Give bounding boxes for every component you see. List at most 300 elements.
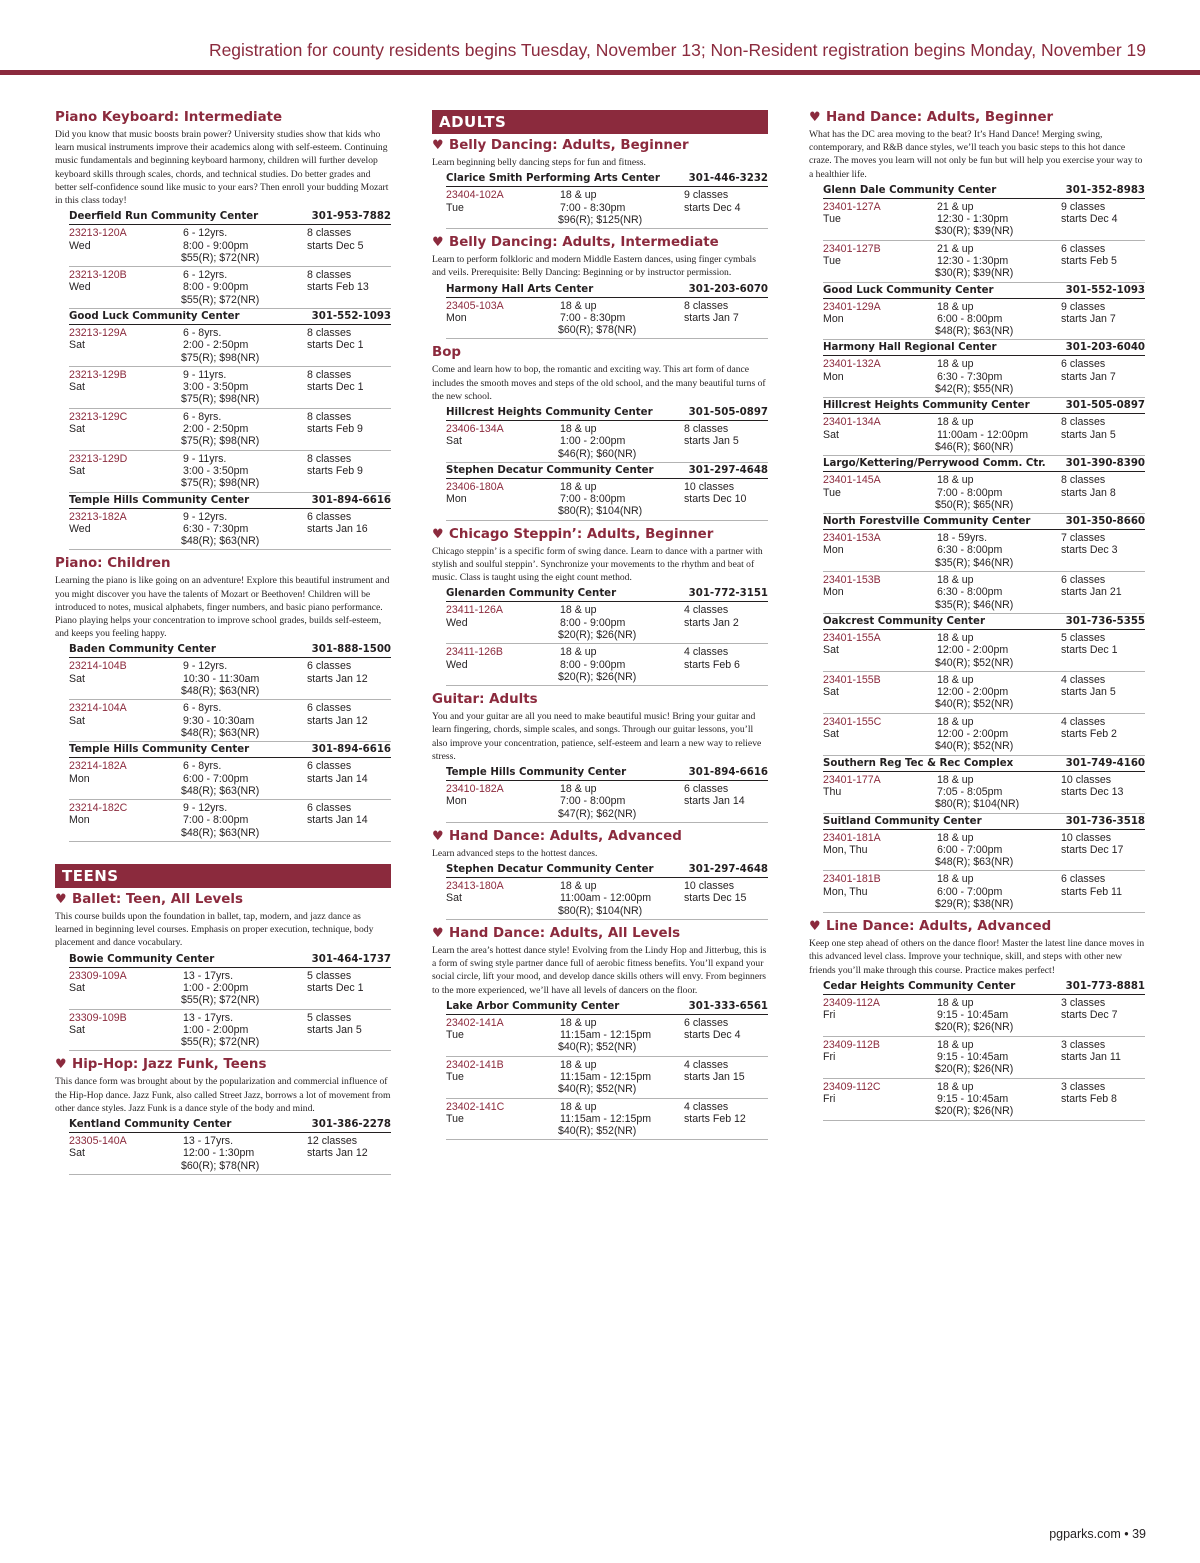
course-code: 23213-129D: [69, 452, 128, 465]
spacer-cell: [446, 808, 560, 820]
spacer-cell: [446, 671, 560, 683]
location-block: [69, 493, 391, 551]
heart-icon: ♥: [55, 892, 67, 908]
meeting-day: Mon: [823, 370, 844, 383]
meeting-time: 10:30 - 11:30am: [183, 672, 260, 685]
location-name: Good Luck Community Center: [69, 311, 240, 322]
spacer-cell: [823, 740, 937, 752]
meeting-day: Fri: [823, 1092, 836, 1105]
age-range: 18 & up: [937, 873, 974, 886]
offering-row: [823, 530, 1145, 572]
fee: $55(R); $72(NR): [181, 251, 260, 264]
age-range: 18 & up: [560, 1058, 597, 1071]
course-title-text: Hip-Hop: Jazz Funk, Teens: [72, 1057, 267, 1073]
meeting-time: 3:00 - 3:50pm: [183, 464, 249, 477]
class-count: 10 classes: [1061, 831, 1112, 844]
class-count: 6 classes: [307, 660, 352, 673]
start-date: starts Jan 5: [1061, 428, 1116, 441]
age-range: 18 & up: [560, 880, 597, 893]
location-phone: 301-386-2278: [311, 1119, 391, 1131]
offering-row: [446, 1057, 768, 1099]
spacer-cell: [823, 1105, 937, 1117]
start-date: starts Jan 14: [307, 814, 368, 827]
location-block: [446, 463, 768, 521]
start-date: starts Feb 12: [684, 1112, 746, 1125]
meeting-time: 11:15am - 12:15pm: [560, 1070, 652, 1083]
location-block: [823, 183, 1145, 283]
meeting-time: 2:00 - 2:50pm: [183, 423, 249, 436]
fee: $46(R); $60(NR): [558, 447, 637, 460]
class-count: 6 classes: [307, 760, 352, 773]
course-title: [55, 1057, 391, 1073]
spacer-cell: [446, 214, 560, 226]
meeting-day: Wed: [69, 281, 91, 294]
course-description: What has the DC area moving to the beat? It’s Hand Dance! Merging swing, contemporary, and R&B dance styles, we’ll teach you basic steps to this hot dance craze. The moves you learn will not only be fun but will help you exercise your way to a healthier life.: [809, 129, 1143, 180]
course-code: 23213-129A: [69, 327, 127, 339]
spacer-cell: [823, 557, 937, 569]
fee: $40(R); $52(NR): [558, 1041, 637, 1054]
spacer-cell: [823, 856, 937, 868]
offering-row: [446, 479, 768, 521]
course-code: 23305-140A: [69, 1135, 127, 1148]
location-phone: 301-203-6040: [1065, 342, 1145, 354]
start-date: starts Jan 21: [1061, 586, 1122, 599]
meeting-time: 1:00 - 2:00pm: [183, 981, 249, 994]
course-title-text: Belly Dancing: Adults, Intermediate: [449, 235, 719, 251]
spacer-cell: [69, 1160, 183, 1172]
offering-row: [69, 658, 391, 700]
location-block: [446, 282, 768, 340]
course-code: 23401-145A: [823, 474, 881, 487]
course-code: 23214-182C: [69, 802, 128, 815]
location-phone: 301-203-6070: [688, 283, 768, 295]
location-phone: 301-894-6616: [688, 766, 768, 778]
page-footer: pgparks.com • 39: [1049, 1527, 1146, 1541]
age-range: 18 & up: [937, 996, 974, 1009]
class-count: 6 classes: [307, 702, 352, 715]
meeting-time: 6:30 - 8:00pm: [937, 544, 1003, 557]
meeting-time: 6:00 - 8:00pm: [937, 312, 1003, 325]
location-header: [69, 952, 391, 968]
location-phone: 301-953-7882: [311, 211, 391, 223]
age-range: 9 - 11yrs.: [183, 368, 227, 381]
course-code: 23401-155B: [823, 673, 881, 686]
course-title-text: Bop: [432, 345, 461, 361]
course-title-text: Hand Dance: Adults, Beginner: [826, 110, 1054, 125]
meeting-day: Sat: [446, 435, 462, 448]
course-title-text: Hand Dance: Adults, Advanced: [449, 828, 682, 844]
fee: $96(R); $125(NR): [558, 213, 643, 226]
age-range: 6 - 8yrs.: [183, 702, 222, 715]
course-title: [809, 110, 1145, 126]
start-date: starts Feb 9: [307, 423, 363, 436]
age-range: 13 - 17yrs.: [183, 1011, 234, 1024]
course-code: 23214-104A: [69, 702, 127, 715]
course-block: [55, 892, 391, 1051]
offering-row: [823, 1079, 1145, 1121]
location-block: [69, 309, 391, 493]
fee: $40(R); $52(NR): [935, 656, 1014, 669]
class-count: 8 classes: [307, 452, 352, 465]
location-header: [823, 183, 1145, 199]
fee: $48(R); $63(NR): [181, 685, 260, 698]
section-header: TEENS: [55, 864, 391, 888]
heart-icon: ♥: [432, 925, 444, 941]
meeting-day: Wed: [446, 658, 468, 671]
course-description: This dance form was brought about by the popularization and commercial influence of the Hip-Hop dance. Jazz Funk, also called Street Jazz, borrows a lot of movement from other dance styles. Jazz Funk is a dance style of the body and mind.: [55, 1076, 391, 1114]
offering-row: [823, 241, 1145, 283]
meeting-time: 6:00 - 7:00pm: [937, 885, 1003, 898]
start-date: starts Dec 4: [684, 1029, 741, 1042]
meeting-time: 7:00 - 8:30pm: [560, 201, 626, 214]
course-code: 23213-120A: [69, 227, 127, 240]
location-phone: 301-552-1093: [311, 311, 391, 322]
course-title-text: Piano: Children: [55, 556, 171, 572]
fee: $20(R); $26(NR): [935, 1021, 1014, 1034]
section-header: ADULTS: [432, 110, 768, 134]
offering-row: [823, 356, 1145, 398]
course-code: 23402-141C: [446, 1100, 505, 1113]
fee: $60(R); $78(NR): [181, 1159, 260, 1172]
age-range: 18 & up: [937, 1038, 974, 1051]
location-phone: 301-505-0897: [688, 407, 768, 418]
offering-row: [823, 572, 1145, 614]
page-banner: [0, 0, 1200, 76]
meeting-time: 9:15 - 10:45am: [937, 1009, 1009, 1022]
meeting-time: 11:15am - 12:15pm: [560, 1029, 652, 1042]
spacer-cell: [823, 698, 937, 710]
fee: $46(R); $60(NR): [935, 440, 1014, 453]
course-code: 23402-141B: [446, 1058, 504, 1071]
fee: $40(R); $52(NR): [935, 698, 1014, 711]
meeting-time: 7:00 - 8:00pm: [183, 814, 249, 827]
age-range: 18 & up: [560, 1016, 597, 1029]
meeting-day: Mon, Thu: [823, 885, 868, 898]
meeting-time: 7:00 - 8:00pm: [560, 795, 626, 808]
age-range: 18 & up: [560, 1100, 597, 1113]
class-count: 5 classes: [307, 1011, 352, 1024]
start-date: starts Dec 1: [307, 339, 364, 352]
location-header: [446, 586, 768, 602]
class-count: 3 classes: [1061, 996, 1106, 1009]
offering-row: [823, 672, 1145, 714]
location-header: [823, 614, 1145, 630]
start-date: starts Jan 14: [307, 772, 368, 785]
course-code: 23309-109A: [69, 969, 127, 982]
location-name: Stephen Decatur Community Center: [446, 864, 654, 876]
course-code: 23410-182A: [446, 782, 504, 795]
course-description: Keep one step ahead of others on the dance floor! Master the latest line dance moves in this advanced level class. Improve your technique, skill, and steps with other new friends you’ll make through this course. Practice makes perfect!: [809, 938, 1145, 976]
section-spacer: [55, 848, 391, 864]
location-header: [69, 209, 391, 225]
location-phone: 301-464-1737: [311, 953, 391, 965]
course-title: [432, 926, 768, 942]
course-code: 23214-104B: [69, 660, 127, 673]
class-count: 6 classes: [684, 1016, 729, 1029]
fee: $80(R); $104(NR): [935, 798, 1020, 811]
course-title-text: Ballet: Teen, All Levels: [72, 892, 243, 908]
class-count: 4 classes: [1061, 673, 1106, 686]
meeting-day: Tue: [446, 1112, 464, 1125]
course-code: 23401-155C: [823, 715, 882, 728]
age-range: 18 & up: [937, 773, 974, 786]
start-date: starts Dec 15: [684, 892, 747, 905]
course-code: 23401-155A: [823, 631, 881, 644]
age-range: 6 - 12yrs.: [183, 227, 228, 240]
course-block: [432, 138, 768, 229]
class-count: 7 classes: [1061, 532, 1106, 545]
class-count: 4 classes: [1061, 715, 1106, 728]
offering-row: [823, 995, 1145, 1037]
start-date: starts Jan 12: [307, 714, 368, 727]
age-range: 18 & up: [560, 299, 597, 312]
spacer-cell: [69, 393, 183, 405]
location-phone: 301-390-8390: [1065, 458, 1145, 470]
meeting-time: 12:30 - 1:30pm: [937, 213, 1009, 226]
banner-rule: [0, 70, 1200, 75]
spacer-cell: [446, 905, 560, 917]
spacer-cell: [69, 685, 183, 697]
meeting-day: Sat: [69, 1023, 85, 1036]
fee: $29(R); $38(NR): [935, 897, 1014, 910]
age-range: 18 & up: [937, 631, 974, 644]
location-header: [823, 340, 1145, 356]
course-title: [55, 556, 391, 572]
start-date: starts Jan 7: [1061, 370, 1116, 383]
location-block: [446, 171, 768, 229]
course-title-text: Chicago Steppin’: Adults, Beginner: [449, 526, 714, 542]
fee: $60(R); $78(NR): [558, 324, 637, 337]
fee: $48(R); $63(NR): [181, 784, 260, 797]
start-date: starts Feb 2: [1061, 728, 1117, 741]
fee: $47(R); $62(NR): [558, 807, 637, 820]
start-date: starts Jan 2: [684, 616, 739, 629]
course-title: [432, 235, 768, 251]
class-count: 8 classes: [684, 423, 729, 435]
class-count: 9 classes: [1061, 300, 1106, 313]
location-block: [823, 398, 1145, 456]
fee: $55(R); $72(NR): [181, 1036, 260, 1049]
course-code: 23401-134A: [823, 416, 881, 429]
location-header: [446, 862, 768, 878]
location-name: Lake Arbor Community Center: [446, 1000, 620, 1012]
location-phone: 301-297-4648: [688, 864, 768, 876]
fee: $20(R); $26(NR): [935, 1105, 1014, 1118]
location-phone: 301-297-4648: [688, 464, 768, 476]
start-date: starts Feb 5: [1061, 255, 1117, 267]
location-block: [69, 1117, 391, 1175]
class-count: 8 classes: [307, 269, 352, 282]
age-range: 18 & up: [937, 673, 974, 686]
location-header: [69, 742, 391, 758]
location-block: [823, 614, 1145, 756]
spacer-cell: [69, 727, 183, 739]
fee: $35(R); $46(NR): [935, 598, 1014, 611]
meeting-time: 12:30 - 1:30pm: [937, 255, 1009, 267]
offering-row: [69, 325, 391, 367]
start-date: starts Dec 4: [1061, 213, 1118, 226]
offering-row: [823, 871, 1145, 913]
start-date: starts Dec 3: [1061, 544, 1118, 557]
location-name: Temple Hills Community Center: [69, 494, 250, 506]
class-count: 9 classes: [1061, 200, 1106, 213]
class-count: 6 classes: [1061, 873, 1106, 886]
meeting-time: 6:00 - 7:00pm: [183, 772, 249, 785]
class-count: 6 classes: [1061, 358, 1106, 371]
location-phone: 301-749-4160: [1065, 757, 1145, 769]
course-title-text: Piano Keyboard: Intermediate: [55, 110, 283, 125]
meeting-time: 12:00 - 2:00pm: [937, 728, 1009, 741]
class-count: 6 classes: [1061, 574, 1106, 587]
course-code: 23401-181A: [823, 831, 881, 844]
start-date: starts Feb 9: [307, 464, 363, 477]
class-count: 4 classes: [684, 604, 729, 617]
fee: $20(R); $26(NR): [558, 628, 637, 641]
course-code: 23404-102A: [446, 189, 504, 202]
meeting-time: 9:30 - 10:30am: [183, 714, 255, 727]
spacer-cell: [446, 629, 560, 641]
start-date: starts Dec 7: [1061, 1009, 1118, 1022]
location-block: [446, 765, 768, 823]
offering-row: [823, 199, 1145, 241]
meeting-day: Sat: [69, 464, 85, 477]
location-header: [69, 493, 391, 509]
class-count: 8 classes: [307, 368, 352, 381]
location-name: Harmony Hall Regional Center: [823, 342, 997, 354]
offering-row: [446, 781, 768, 823]
class-count: 4 classes: [684, 646, 729, 659]
start-date: starts Jan 7: [1061, 312, 1116, 325]
meeting-day: Tue: [823, 213, 841, 226]
fee: $42(R); $55(NR): [935, 383, 1014, 396]
meeting-time: 8:00 - 9:00pm: [560, 658, 626, 671]
registration-notice: Registration for county residents begins Tuesday, November 13; Non-Resident registration begins Monday, November 19: [208, 40, 1146, 60]
age-range: 21 & up: [937, 242, 974, 255]
fee: $80(R); $104(NR): [558, 505, 643, 518]
location-name: Temple Hills Community Center: [446, 766, 627, 778]
spacer-cell: [823, 798, 937, 810]
location-name: Good Luck Community Center: [823, 284, 994, 296]
offering-row: [69, 509, 391, 551]
location-block: [446, 862, 768, 920]
heart-icon: ♥: [809, 110, 821, 125]
age-range: 13 - 17yrs.: [183, 1135, 234, 1148]
offering-row: [446, 298, 768, 340]
meeting-time: 6:00 - 7:00pm: [937, 843, 1003, 856]
course-code: 23213-129C: [69, 410, 128, 423]
course-code: 23413-180A: [446, 880, 504, 893]
offering-row: [69, 225, 391, 267]
offering-row: [446, 644, 768, 686]
class-count: 3 classes: [1061, 1080, 1106, 1093]
class-count: 8 classes: [1061, 416, 1106, 429]
location-block: [69, 642, 391, 742]
age-range: 6 - 8yrs.: [183, 410, 222, 423]
meeting-day: Sat: [69, 1147, 85, 1160]
start-date: starts Feb 13: [307, 281, 369, 294]
meeting-time: 7:05 - 8:05pm: [937, 785, 1003, 798]
offering-row: [823, 299, 1145, 341]
location-name: Stephen Decatur Community Center: [446, 464, 654, 476]
location-block: [823, 756, 1145, 814]
course-code: 23401-132A: [823, 358, 881, 371]
offering-row: [446, 421, 768, 463]
course-title: [432, 829, 768, 845]
location-block: [69, 742, 391, 842]
location-phone: 301-333-6561: [688, 1000, 768, 1012]
meeting-time: 11:15am - 12:15pm: [560, 1112, 652, 1125]
course-description: Learn advanced steps to the hottest dances.: [432, 847, 598, 859]
location-header: [446, 282, 768, 298]
offering-row: [446, 878, 768, 920]
age-range: 6 - 8yrs.: [183, 327, 222, 339]
course-description: Learn the area’s hottest dance style! Evolving from the Lindy Hop and Jitterbug, this is a form of swing style partner dance full of aerobic fitness benefits. You’ll expand your social circle, lift your mood, and develop dance skills others will envy. From beginners to the more experienced, we’ll have all levels of dancers on the floor.: [432, 944, 767, 996]
course-code: 23411-126A: [446, 604, 503, 617]
location-header: [823, 756, 1145, 772]
spacer-cell: [823, 383, 937, 395]
start-date: starts Dec 5: [307, 239, 364, 252]
spacer-cell: [823, 599, 937, 611]
course-code: 23309-109B: [69, 1011, 127, 1024]
location-name: Glenn Dale Community Center: [823, 184, 997, 196]
meeting-day: Mon: [823, 586, 844, 599]
location-block: [823, 456, 1145, 514]
course-description: Learning the piano is like going on an adventure! Explore this beautiful instrument and you might discover you have the talents of Mozart or Beethoven! Children will be introduced to notes, musical alphabets, finger numbers, and basic piano performance. Piano playing helps your concentration to improve school grades, builds self-esteem, and keeps you feeling happy.: [55, 575, 390, 640]
spacer-cell: [446, 324, 560, 336]
location-header: [446, 405, 768, 421]
location-header: [823, 814, 1145, 830]
location-phone: 301-736-5355: [1065, 615, 1145, 627]
meeting-day: Tue: [446, 201, 464, 214]
course-title-text: Hand Dance: Adults, All Levels: [449, 925, 681, 941]
start-date: starts Jan 7: [684, 311, 739, 324]
meeting-day: Sat: [823, 728, 839, 741]
class-count: 5 classes: [307, 969, 352, 982]
meeting-day: Sat: [69, 339, 85, 352]
fee: $40(R); $52(NR): [558, 1083, 637, 1096]
course-title: [432, 692, 768, 708]
spacer-cell: [823, 1021, 937, 1033]
meeting-day: Sat: [823, 428, 839, 441]
start-date: starts Jan 11: [1061, 1051, 1121, 1064]
meeting-day: Thu: [823, 785, 842, 798]
age-range: 18 & up: [937, 831, 974, 844]
column-1: [55, 110, 391, 1181]
course-block: [55, 110, 391, 550]
location-header: [69, 642, 391, 658]
course-code: 23411-126B: [446, 646, 503, 659]
location-block: [823, 514, 1145, 614]
age-range: 18 & up: [560, 189, 597, 202]
course-title: [809, 919, 1145, 935]
meeting-time: 7:00 - 8:00pm: [560, 493, 626, 506]
meeting-day: Mon: [823, 312, 844, 325]
fee: $75(R); $98(NR): [181, 435, 260, 448]
meeting-day: Sat: [446, 892, 462, 905]
location-phone: 301-888-1500: [311, 644, 391, 656]
age-range: 18 & up: [560, 782, 597, 795]
location-phone: 301-350-8660: [1065, 516, 1145, 528]
age-range: 18 & up: [937, 358, 974, 371]
course-block: [432, 829, 768, 920]
location-block: [69, 952, 391, 1052]
location-header: [823, 514, 1145, 530]
age-range: 18 & up: [937, 715, 974, 728]
location-phone: 301-894-6616: [311, 744, 391, 756]
meeting-time: 9:15 - 10:45am: [937, 1092, 1009, 1105]
age-range: 6 - 12yrs.: [183, 269, 228, 282]
location-block: [823, 979, 1145, 1121]
